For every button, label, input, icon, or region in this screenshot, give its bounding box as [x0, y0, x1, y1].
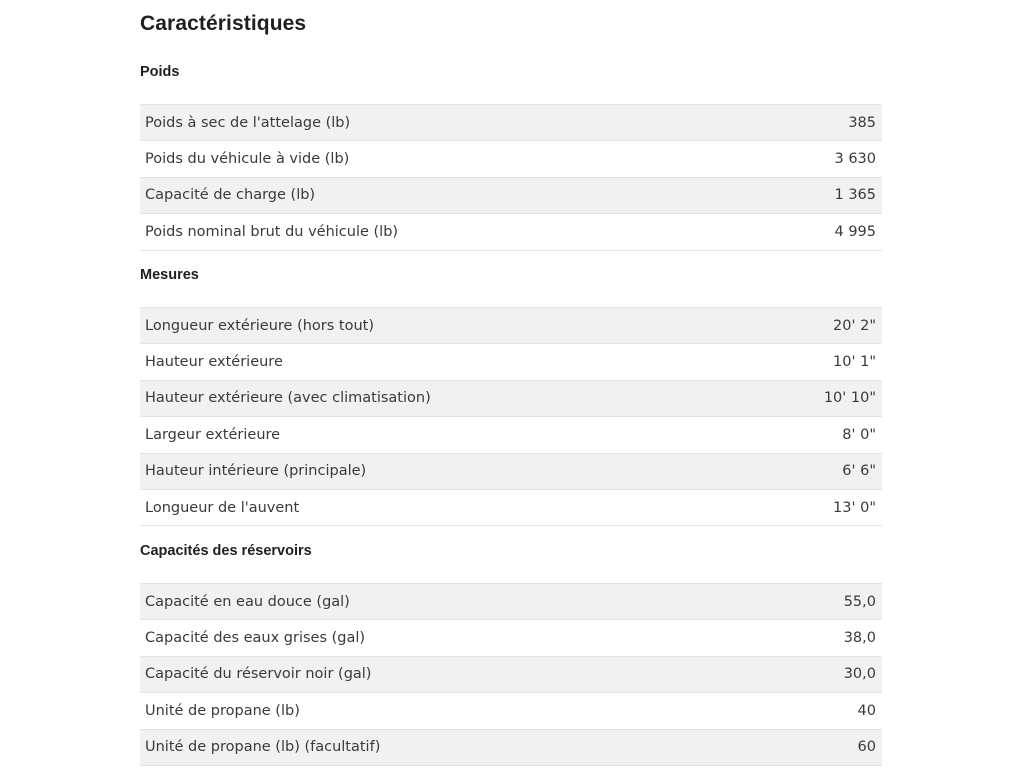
table-row	[140, 730, 882, 766]
spec-value: 30,0	[843, 666, 876, 683]
spec-value: 8' 0"	[842, 426, 876, 443]
spec-value: 3 630	[834, 151, 876, 168]
table-row	[140, 693, 882, 729]
spec-value: 38,0	[843, 630, 876, 647]
table-row	[140, 620, 882, 656]
spec-label: Poids du véhicule à vide (lb)	[145, 151, 350, 168]
table-row	[140, 657, 882, 693]
spec-label: Poids nominal brut du véhicule (lb)	[145, 223, 399, 240]
spec-label: Longueur extérieure (hors tout)	[145, 317, 375, 334]
page-title: Caractéristiques	[140, 12, 307, 35]
spec-label: Capacité du réservoir noir (gal)	[145, 666, 372, 683]
spec-label: Hauteur extérieure	[145, 354, 283, 371]
section-heading-tank-capacities: Capacités des réservoirs	[140, 543, 312, 559]
table-row	[140, 490, 882, 526]
spec-value: 55,0	[843, 593, 876, 610]
spec-value: 60	[857, 739, 876, 756]
section-heading-measurements: Mesures	[140, 267, 199, 283]
spec-label: Capacité en eau douce (gal)	[145, 593, 350, 610]
table-row	[140, 178, 882, 214]
spec-value: 10' 10"	[823, 390, 876, 407]
spec-table-tank-capacities	[140, 583, 882, 766]
table-row	[140, 344, 882, 380]
spec-label: Unité de propane (lb) (facultatif)	[145, 739, 381, 756]
table-row	[140, 381, 882, 417]
spec-label: Hauteur extérieure (avec climatisation)	[145, 390, 431, 407]
spec-label: Unité de propane (lb)	[145, 702, 300, 719]
spec-label: Capacité de charge (lb)	[145, 187, 316, 204]
spec-value: 385	[848, 114, 876, 131]
spec-value: 4 995	[834, 223, 876, 240]
spec-label: Longueur de l'auvent	[145, 499, 300, 516]
spec-value: 1 365	[834, 187, 876, 204]
spec-value: 6' 6"	[842, 463, 876, 480]
spec-table-weight	[140, 104, 882, 251]
spec-value: 10' 1"	[833, 354, 876, 371]
table-row	[140, 105, 882, 141]
spec-value: 20' 2"	[833, 317, 876, 334]
table-row	[140, 141, 882, 177]
spec-label: Poids à sec de l'attelage (lb)	[145, 114, 351, 131]
spec-table-measurements	[140, 307, 882, 526]
section-heading-weight: Poids	[140, 64, 180, 80]
spec-label: Hauteur intérieure (principale)	[145, 463, 367, 480]
spec-value: 40	[857, 702, 876, 719]
table-row	[140, 214, 882, 250]
table-row	[140, 584, 882, 620]
spec-label: Largeur extérieure	[145, 426, 281, 443]
table-row	[140, 454, 882, 490]
spec-label: Capacité des eaux grises (gal)	[145, 630, 366, 647]
table-row	[140, 417, 882, 453]
table-row	[140, 308, 882, 344]
spec-value: 13' 0"	[833, 499, 876, 516]
